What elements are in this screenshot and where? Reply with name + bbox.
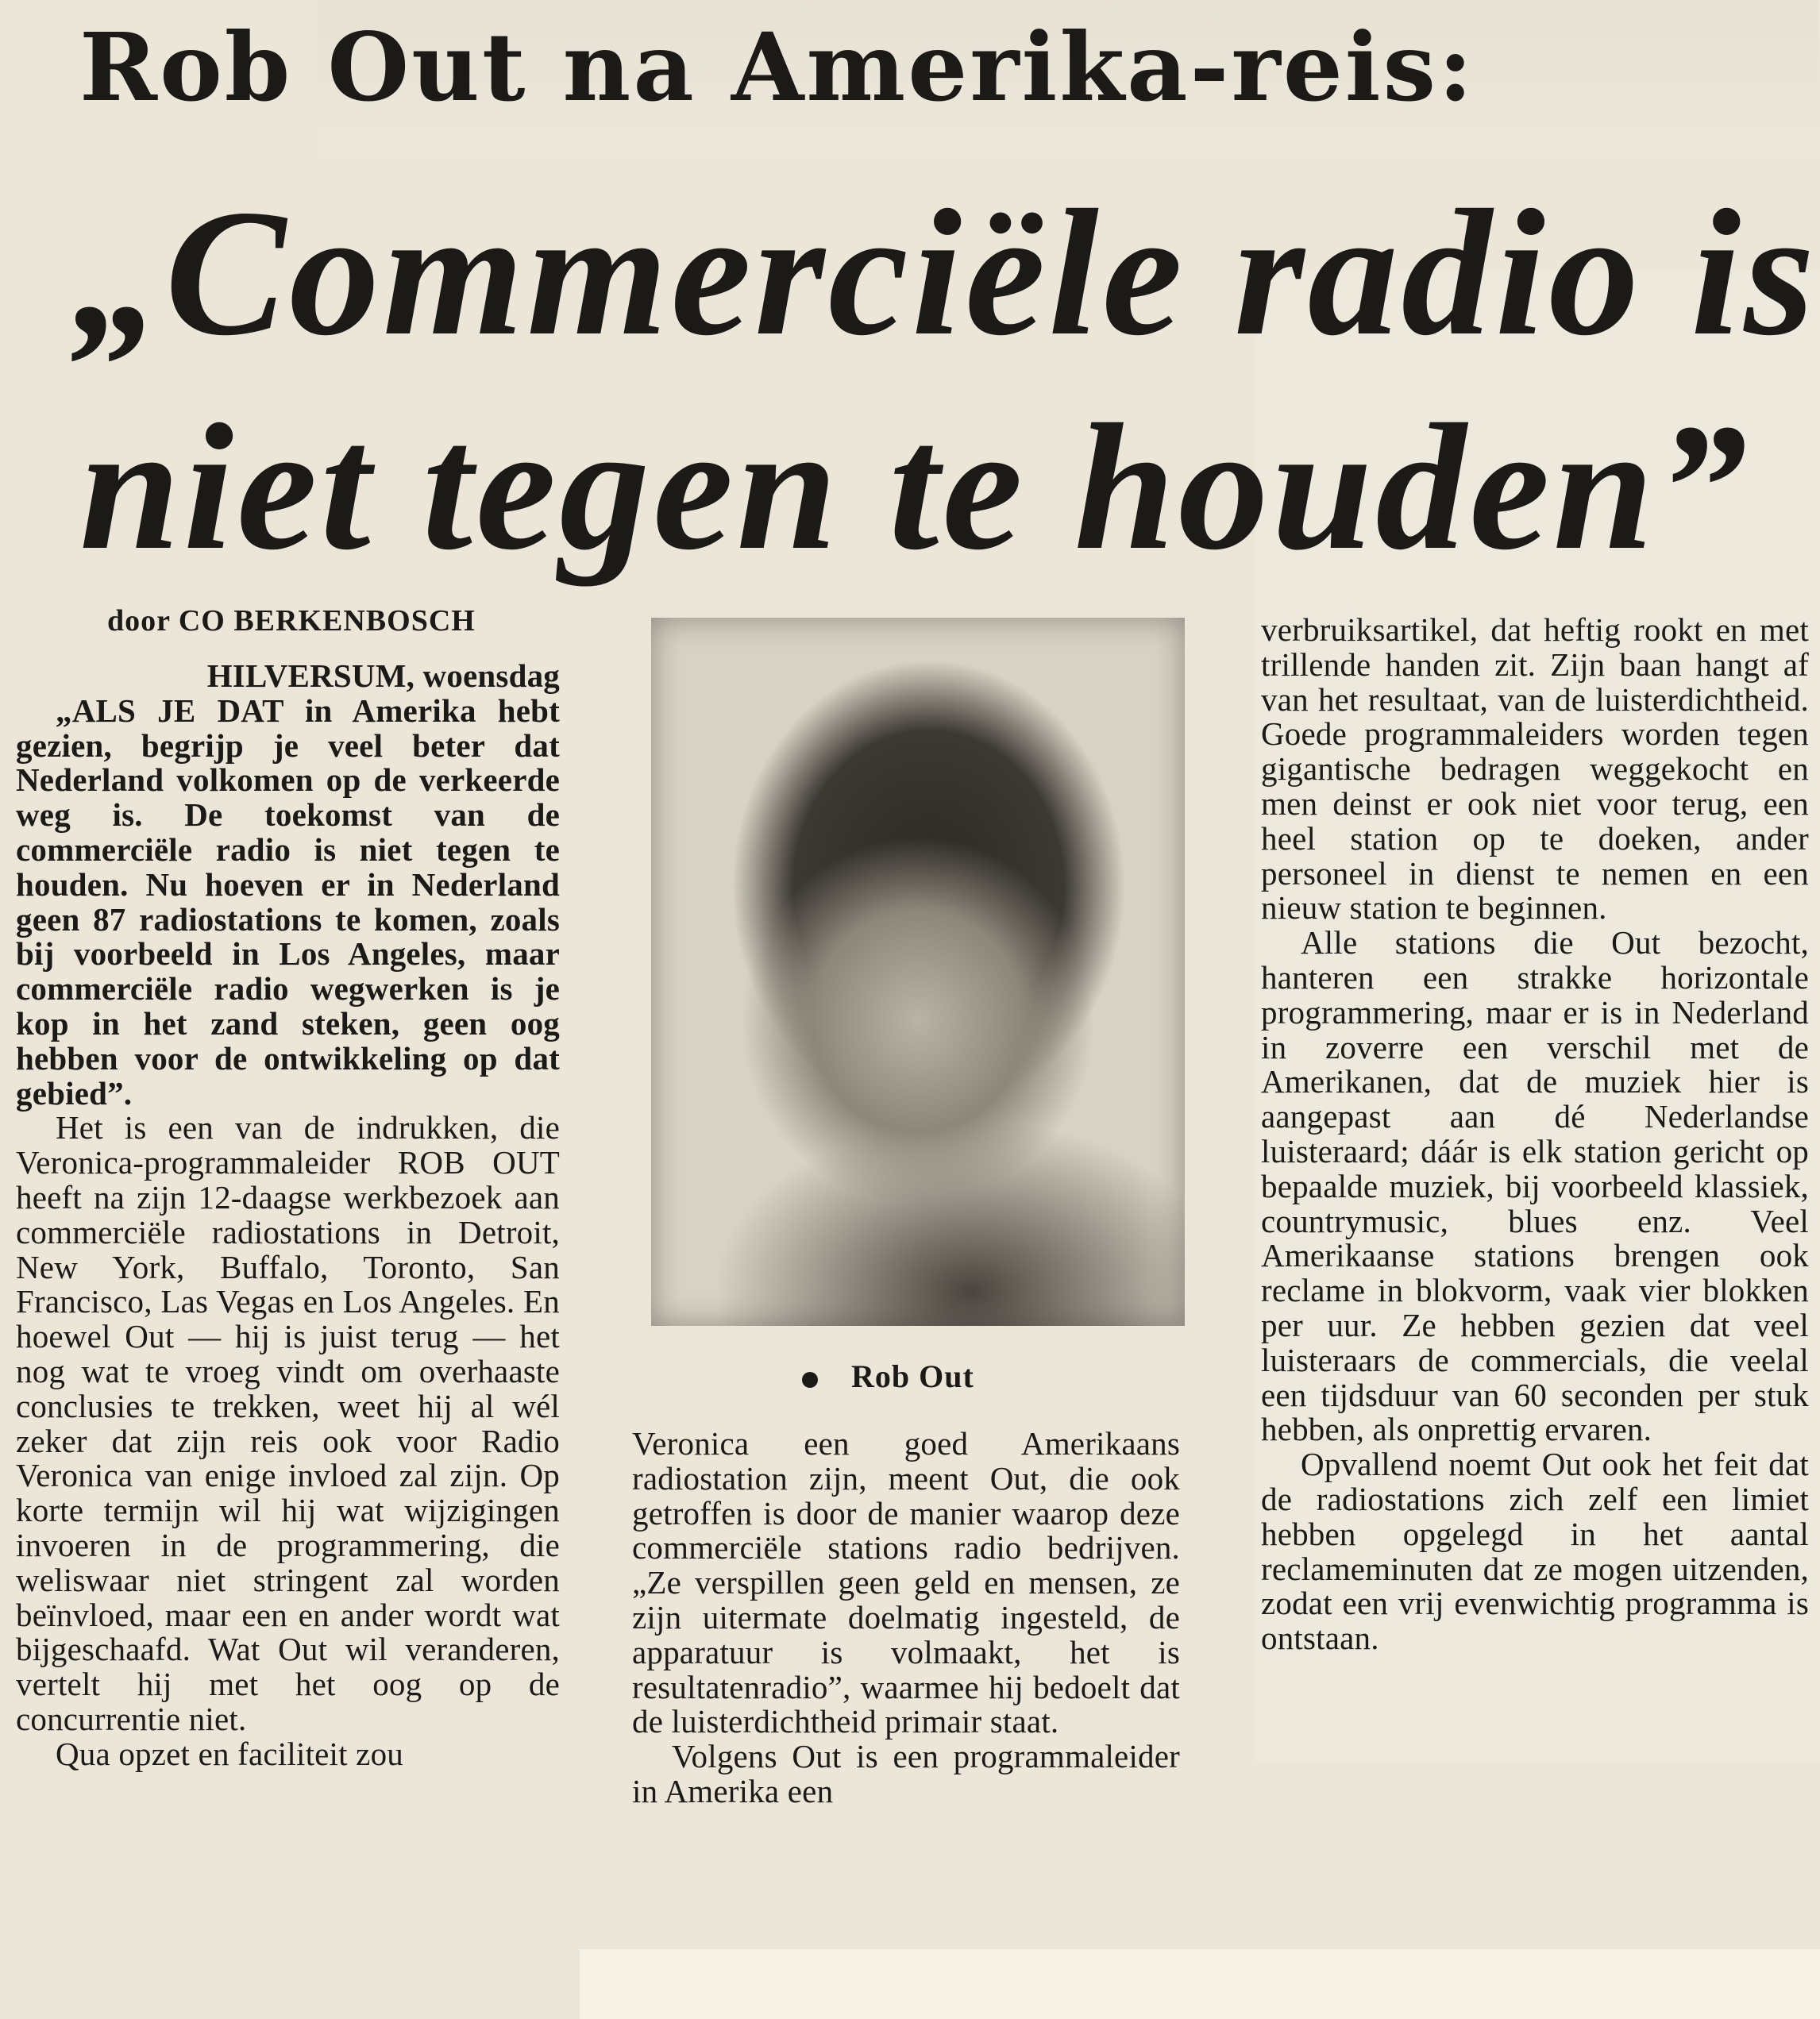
paper-edge <box>580 1949 1820 2019</box>
body-paragraph: Volgens Out is een programmaleider in Amerika een <box>632 1738 1180 1809</box>
body-paragraph: Het is een van de indrukken, die Veronica-programmaleider ROB OUT heeft na zijn 12-daagse werkbezoek aan commerciële radiostations in Detroit, New York, Buffalo, Toronto, San Francisco, Las Vegas en Los Angeles. En hoewel Out — hij is juist terug — het nog wat te vroeg vindt om overhaaste conclusies te trekken, weet hij al wél zeker dat zijn reis ook voor Radio Veronica van enige invloed zal zijn. Op korte termijn wil hij wat wijzigingen invoeren in de programmering, die weliswaar niet stringent zal worden beïnvloed, maar een en ander wordt wat bijgeschaafd. Wat Out wil veranderen, vertelt hij met het oog op de concurrentie niet. <box>16 1109 560 1737</box>
photo-caption <box>802 1358 974 1395</box>
body-paragraph: verbruiksartikel, dat heftig rookt en met trillende handen zit. Zijn baan hangt af van het resultaat, van de luisterdichtheid. Goede programmaleiders worden tegen gigantische bedragen weggekocht en men deinst er ook niet voor terug, een heel station op te doeken, ander personeel in dienst te nemen en een nieuw station te beginnen. <box>1261 611 1809 927</box>
body-paragraph: Opvallend noemt Out ook het feit dat de radiostations zich zelf een limiet hebben opgelegd in het aantal reclameminuten dat ze mogen uitzenden, zodat een vrij evenwichtig programma is ontstaan. <box>1261 1446 1809 1657</box>
dateline: HILVERSUM, woensdag <box>206 657 560 694</box>
lede-paragraph: „ALS JE DAT in Amerika hebt gezien, begrijp je veel beter dat Nederland volkomen op de verkeerde weg is. De toekomst van de commerciële radio is niet tegen te houden. Nu hoeven er in Nederland geen 87 radiostations te komen, zoals bij voorbeeld in Los Angeles, maar commerciële radio wegwerken is je kop in het zand steken, geen oog hebben voor de ontwikkeling op dat gebied”. <box>16 692 560 1112</box>
column-2 <box>632 1427 1180 1809</box>
body-paragraph: Veronica een goed Amerikaans radiostation zijn, meent Out, die ook getroffen is door de manier waarop deze commerciële stations radio bedrijven. „Ze verspillen geen geld en mensen, ze zijn uitermate doelmatig ingesteld, de apparatuur is volmaakt, het is resultatenradio”, waarmee hij bedoelt dat de luisterdichtheid primair staat. <box>632 1425 1180 1740</box>
kicker: Rob Out na Amerika-reis: <box>79 12 1475 122</box>
photo-caption-text: Rob Out <box>851 1358 974 1394</box>
headline-line-2: niet tegen te houden” <box>79 387 1751 588</box>
headline-line-1: „Commerciële radio is <box>71 173 1818 373</box>
column-3 <box>1261 613 1809 1656</box>
body-paragraph-continued: Qua opzet en faciliteit zou <box>56 1735 403 1772</box>
byline: door CO BERKENBOSCH <box>107 604 476 638</box>
body-paragraph: Alle stations die Out bezocht, hanteren een strakke horizontale programmering, maar er is in Nederland in zoverre een verschil met de Amerikanen, dat de muziek hier is aangepast aan dé Nederlandse luisteraard; dáár is elk station gericht op bepaalde muziek, bij voorbeeld klassiek, countrymusic, blues enz. Veel Amerikaanse stations brengen ook reclame in blokvorm, vaak vier blokken per uur. Ze hebben gezien dat veel luisteraars de commercials, die veelal een tijdsduur van 60 seconden per stuk hebben, als onprettig ervaren. <box>1261 924 1809 1448</box>
column-1 <box>16 659 560 1772</box>
portrait-photo <box>651 618 1185 1326</box>
bullet-icon <box>802 1372 818 1388</box>
